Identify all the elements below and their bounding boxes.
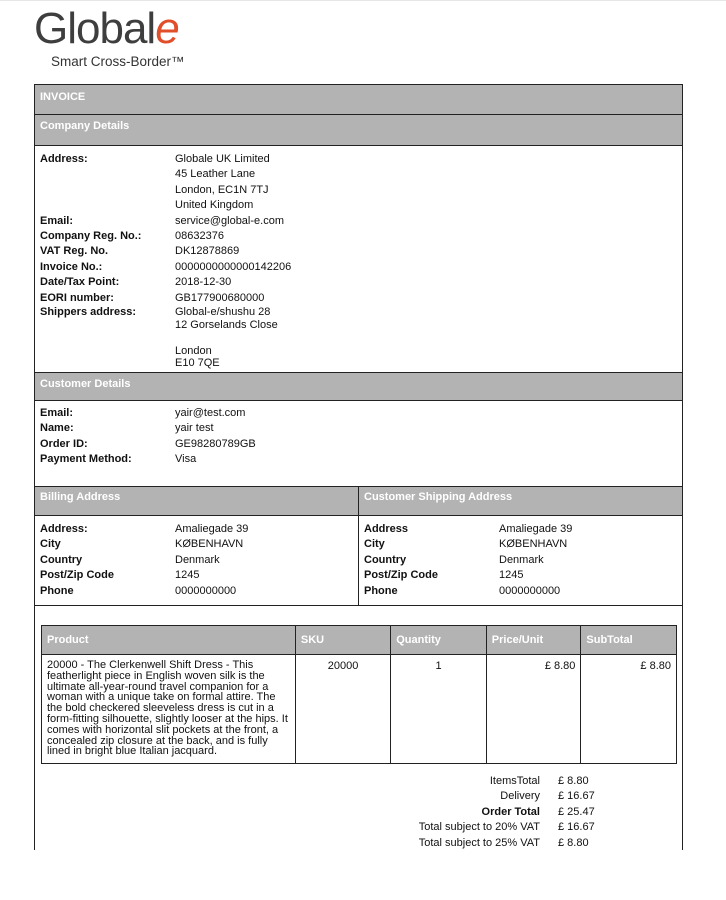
company-address-line: Globale UK Limited: [175, 153, 270, 165]
shippers-line: E10 7QE: [175, 356, 220, 369]
field-value: 0000000000: [499, 584, 561, 597]
company-field-row: [40, 275, 291, 290]
logo-e-letter: e: [155, 4, 179, 53]
field-label: VAT Reg. No.: [40, 245, 109, 258]
products-header-row: [42, 626, 677, 655]
total-value: £ 8.80: [558, 836, 589, 849]
shipping-field-row: [364, 553, 572, 568]
field-label: Name:: [40, 422, 74, 435]
product-price: £ 8.80: [486, 655, 581, 764]
field-label: Country: [364, 553, 407, 566]
invoice-frame: [34, 84, 683, 850]
field-value: Denmark: [175, 553, 220, 566]
shipping-address: [359, 487, 682, 605]
billing-field-row: [40, 553, 248, 568]
shippers-row: [40, 319, 291, 332]
shipping-address-header: Customer Shipping Address: [359, 487, 682, 516]
customer-details-header: Customer Details: [35, 372, 682, 401]
shippers-line: 12 Gorselands Close: [175, 318, 278, 331]
billing-address: [35, 487, 359, 605]
address-columns: [35, 486, 682, 605]
order-total-value: £ 25.47: [558, 805, 595, 818]
totals-summary: [418, 774, 595, 851]
invoice-title: INVOICE: [35, 85, 682, 115]
field-value: Denmark: [499, 553, 544, 566]
total-row: [419, 789, 595, 804]
field-value: 1245: [499, 569, 524, 582]
company-address-line: 45 Leather Lane: [175, 168, 256, 181]
field-value: Visa: [175, 453, 197, 466]
field-value: Amaliegade 39: [175, 523, 249, 535]
billing-field-row: [40, 568, 248, 583]
total-label: Total subject to 25% VAT: [418, 836, 540, 849]
company-address-label: Address:: [40, 153, 88, 165]
field-value: 0000000000: [175, 584, 237, 597]
shippers-line: London: [175, 344, 212, 357]
company-field-row: [40, 260, 291, 275]
address-bottom-divider: [35, 605, 682, 606]
field-label: Company Reg. No.:: [40, 229, 142, 242]
company-address-line: United Kingdom: [175, 199, 254, 212]
company-field-row: [40, 229, 291, 244]
billing-field-row: [40, 522, 248, 537]
shippers-row: [40, 357, 291, 369]
logo-main: Global: [34, 4, 156, 53]
field-value: KØBENHAVN: [175, 538, 244, 551]
field-label: City: [40, 538, 61, 551]
total-value: £ 8.80: [558, 775, 589, 787]
billing-address-header: Billing Address: [35, 487, 358, 516]
total-row: [419, 774, 592, 789]
shipping-field-row: [364, 537, 572, 552]
shipping-kv: [364, 522, 572, 599]
top-divider: [0, 0, 726, 1]
total-row: [419, 805, 595, 820]
shippers-row: [40, 345, 291, 357]
column-header-sku: SKU: [295, 626, 390, 655]
field-value: Amaliegade 39: [499, 523, 573, 535]
field-value: yair@test.com: [175, 407, 246, 419]
shipping-field-row: [364, 522, 572, 537]
customer-field-row: [40, 437, 256, 452]
column-header-product: Product: [42, 626, 296, 655]
company-field-row: [40, 291, 291, 306]
shippers-line: Global-e/shushu 28: [175, 305, 271, 318]
customer-details: [35, 401, 682, 486]
product-quantity: 1: [391, 655, 487, 764]
field-label: Order ID:: [40, 437, 88, 450]
field-label: Invoice No.:: [40, 260, 103, 273]
column-header-quantity: Quantity: [391, 626, 487, 655]
company-details-header: Company Details: [35, 115, 682, 146]
logo-tagline: Smart Cross-Border™: [51, 54, 185, 69]
field-label: Post/Zip Code: [364, 569, 438, 582]
field-label: Post/Zip Code: [40, 569, 114, 582]
field-label: Country: [40, 553, 83, 566]
field-value: 1245: [175, 569, 200, 582]
field-label: City: [364, 538, 385, 551]
total-value: £ 16.67: [558, 821, 595, 834]
total-label: ItemsTotal: [489, 775, 540, 787]
field-value: 08632376: [175, 229, 224, 242]
field-value: GB177900680000: [175, 291, 265, 304]
billing-field-row: [40, 537, 248, 552]
shippers-row: [40, 306, 291, 319]
field-label: Address:: [40, 523, 88, 535]
customer-kv: [40, 406, 256, 468]
total-label: Total subject to 20% VAT: [418, 821, 540, 834]
total-value: £ 16.67: [558, 790, 595, 803]
field-value: yair test: [175, 422, 214, 435]
company-address-row: [40, 198, 291, 213]
company-details: [35, 146, 682, 372]
total-label: Delivery: [500, 790, 540, 803]
field-label: Email:: [40, 407, 74, 419]
total-row: [418, 820, 595, 835]
shipping-field-row: [364, 584, 572, 599]
company-address-row: [40, 183, 291, 198]
field-label: Phone: [40, 584, 74, 597]
field-label: EORI number:: [40, 291, 114, 304]
field-value: 2018-12-30: [175, 276, 232, 289]
billing-kv: [40, 522, 248, 599]
shippers-label: Shippers address:: [40, 305, 136, 318]
company-kv: [40, 152, 291, 369]
field-label: Address: [364, 523, 409, 535]
company-address-line: London, EC1N 7TJ: [175, 183, 269, 196]
field-value: KØBENHAVN: [499, 538, 568, 551]
customer-field-row: [40, 421, 256, 436]
product-sku: 20000: [295, 655, 390, 764]
product-subtotal: £ 8.80: [581, 655, 677, 764]
field-label: Payment Method:: [40, 453, 132, 466]
shipping-field-row: [364, 568, 572, 583]
field-value: service@global-e.com: [175, 214, 284, 227]
field-value: DK12878869: [175, 245, 240, 258]
products-table: [41, 625, 677, 764]
billing-field-row: [40, 584, 248, 599]
column-header-price: Price/Unit: [486, 626, 581, 655]
field-value: 0000000000000142206: [175, 260, 292, 273]
field-label: Email:: [40, 214, 74, 227]
company-field-row: [40, 244, 291, 259]
customer-field-row: [40, 452, 256, 467]
field-label: Phone: [364, 584, 398, 597]
product-description: 20000 - The Clerkenwell Shift Dress - This featherlight piece in English woven silk is the ultimate all-year-round travel companion for a woman with a unique take on formal attire. The the bold checkered sleeveless dress is cut in a form-fitting silhouette, slightly looser at the hips. It comes with horizontal slit pockets at the front, a concealed zip closure at the back, and is fully lined in bright blue Italian jacquard.: [42, 655, 296, 764]
company-address-row: [40, 167, 291, 182]
column-header-subtotal: SubTotal: [581, 626, 677, 655]
field-value: GE98280789GB: [175, 437, 256, 450]
table-row: [42, 655, 677, 764]
company-address-row: [40, 152, 291, 167]
shippers-row: [40, 332, 291, 345]
customer-field-row: [40, 406, 256, 421]
company-field-row: [40, 214, 291, 229]
field-label: Date/Tax Point:: [40, 276, 120, 289]
logo-wordmark: [34, 6, 185, 52]
globale-logo: [34, 6, 185, 69]
total-row: [419, 836, 592, 851]
order-total-label: Order Total: [481, 805, 540, 818]
